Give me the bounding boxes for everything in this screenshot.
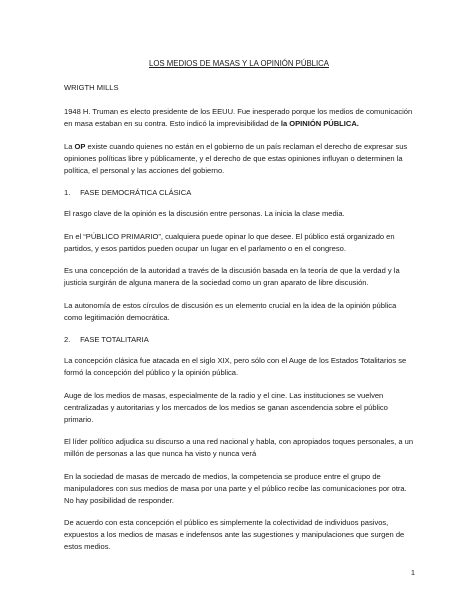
paragraph: Auge de los medios de masas, especialmente de la radio y el cine. Las instituciones se vuelven centralizadas y autoritarias y los mercados de los medios se ganan ascendencia sobre el público primario. — [64, 390, 388, 424]
paragraph: En la sociedad de masas de mercado de medios, la competencia se produce entre el grupo de manipuladores con sus medios de masa por una parte y el público recibe las comunicaciones por otra. No hay posibilidad de responder. — [64, 471, 407, 505]
paragraph: En el “PÚBLICO PRIMARIO”, cualquiera puede opinar lo que desee. El público está organizado en partidos, y esos partidos pueden ocupar un lugar en el parlamento o en el congreso. — [64, 231, 395, 253]
page-number: 1 — [410, 568, 415, 577]
paragraph: La autonomía de estos círculos de discusión es un elemento crucial en la idea de la opinión pública como legitimación democrática. — [64, 300, 397, 322]
paragraph: El rasgo clave de la opinión es la discusión entre personas. La inicia la clase media. — [64, 209, 345, 218]
paragraph: De acuerdo con esta concepción el público es simplemente la colectividad de individuos pasivos, expuestos a los medios de masas e indefensos ante las sugestiones y manipulaciones que surgen de estos medios. — [64, 518, 405, 551]
section-heading-1 — [64, 187, 414, 199]
paragraph-text: 1948 H. Truman es electo presidente de los EEUU. Fue inesperado porque los medios de comunicación en masa estaban en su contra. Esto indicó la imprevisibilidad de — [64, 107, 413, 128]
paragraph: La concepción clásica fue atacada en el siglo XIX, pero sólo con el Auge de los Estados Totalitarios se formó la concepción del público y la opinión pública. — [64, 356, 407, 377]
section-label: FASE TOTALITARIA — [80, 335, 149, 344]
paragraph-text: La — [64, 141, 75, 151]
bold-text: la OPINIÓN PÚBLICA. — [280, 119, 359, 128]
bold-text: OP — [74, 141, 86, 151]
paragraph: El líder político adjudica su discurso a una red nacional y habla, con apropiados toques personales, a un millón de personas a las que nunca ha visto y nunca verá — [64, 437, 414, 458]
section-label: FASE DEMOCRÁTICA CLÁSICA — [80, 188, 192, 197]
section-heading-2 — [64, 334, 414, 346]
paragraph-text: existe cuando quienes no están en el gobierno de un país reclaman el derecho de expresar sus opiniones políticas libre y públicamente, y el derecho de que estas opiniones influyan o determinen la política, el personal y las acciones del gobierno. — [64, 141, 408, 175]
paragraph: Es una concepción de la autoridad a través de la discusión basada en la teoría de que la verdad y la justicia surgirán de alguna manera de la sociedad como un gran aparato de libre discusión. — [64, 266, 400, 287]
paragraph-op-definition — [64, 141, 414, 177]
section-number: 2. — [64, 335, 71, 344]
author: WRIGTH MILLS — [64, 83, 119, 92]
paragraph-truman — [64, 106, 414, 130]
document-title: LOS MEDIOS DE MASAS Y LA OPINIÓN PÚBLICA — [149, 59, 329, 68]
section-number: 1. — [64, 188, 71, 197]
